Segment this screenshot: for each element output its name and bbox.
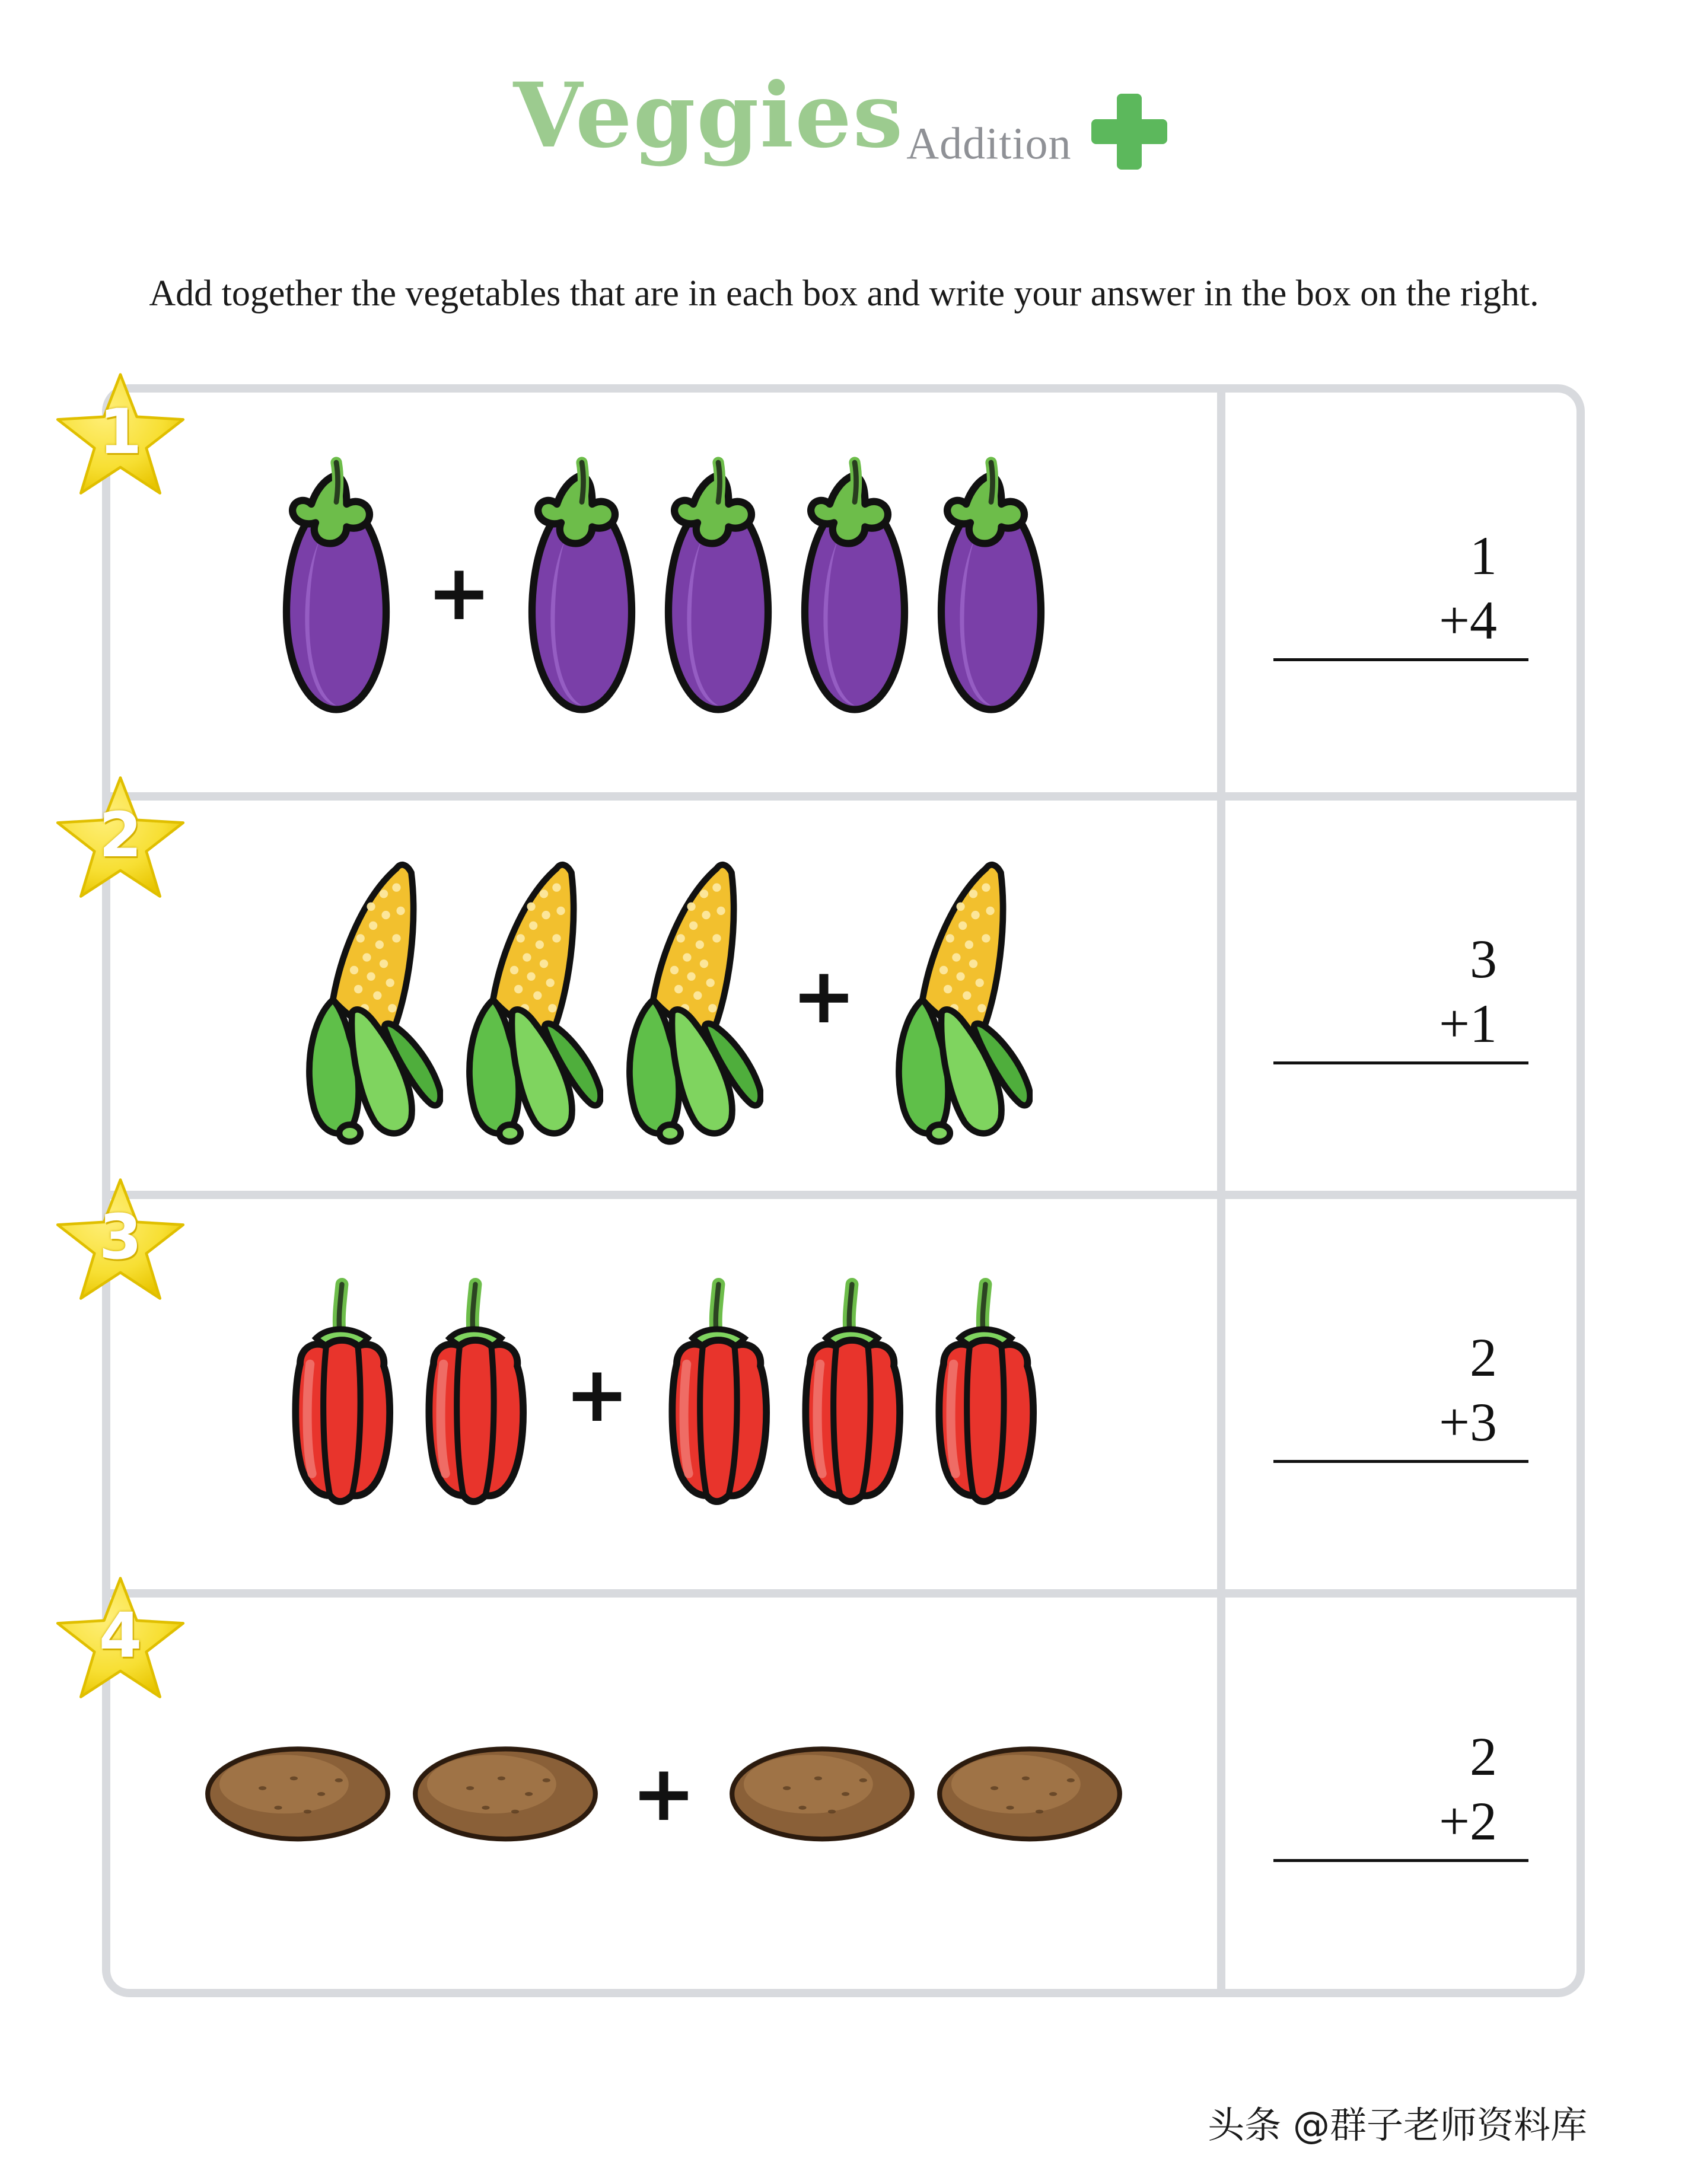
pepper-icon [791, 1268, 913, 1520]
problem-3-veggies [110, 1199, 1225, 1589]
problem-number-badge-3 [52, 1173, 189, 1309]
answer-line [1273, 1460, 1528, 1463]
plus-operator: + [791, 951, 856, 1041]
potato-icon [932, 1733, 1128, 1854]
addend-top: 2 [1470, 1726, 1497, 1787]
corn-icon [884, 840, 1033, 1152]
subtitle-row [906, 109, 1174, 180]
worksheet-header [0, 63, 1688, 180]
veggie-group [268, 455, 1060, 731]
eggplant-icon [656, 455, 781, 731]
potato-icon [724, 1733, 920, 1854]
table-row [110, 1598, 1576, 1989]
problem-1-veggies [110, 393, 1225, 792]
problem-1-answer-box[interactable] [1225, 393, 1576, 792]
eggplant-icon [520, 455, 644, 731]
eggplant-icon [929, 455, 1053, 731]
worksheet-grid [102, 384, 1585, 1997]
potato-icon [200, 1733, 396, 1854]
plus-operator: + [631, 1748, 696, 1838]
addend-bottom: +3 [1439, 1391, 1497, 1452]
problem-4-answer-box[interactable] [1225, 1598, 1576, 1989]
answer-line [1273, 658, 1528, 661]
answer-line [1273, 1061, 1528, 1064]
problem-3-answer-box[interactable] [1225, 1199, 1576, 1589]
problem-number-badge-1 [52, 368, 189, 504]
table-row [110, 393, 1576, 801]
potato-icon [407, 1733, 603, 1854]
pepper-icon [925, 1268, 1046, 1520]
problem-4-veggies [110, 1598, 1225, 1989]
page-subtitle: Addition [906, 119, 1072, 169]
addend-top: 3 [1470, 928, 1497, 989]
badge-number: 3 [98, 1201, 142, 1273]
veggie-group [194, 1733, 1134, 1854]
addend-bottom: +4 [1439, 589, 1497, 651]
addend-bottom: +2 [1439, 1790, 1497, 1851]
table-row [110, 1199, 1576, 1598]
corn-icon [295, 840, 443, 1152]
plus-icon [1085, 95, 1174, 167]
badge-number: 1 [98, 396, 142, 468]
corn-icon [615, 840, 763, 1152]
plus-operator: + [426, 547, 492, 637]
problem-number-badge-2 [52, 771, 189, 907]
problem-number-badge-4 [52, 1571, 189, 1708]
page-title: Veggies [513, 63, 904, 168]
eggplant-icon [792, 455, 917, 731]
table-row [110, 801, 1576, 1199]
pepper-icon [415, 1268, 536, 1520]
footer-watermark: 头条 @群子老师资料库 [1208, 2103, 1587, 2147]
plus-operator: + [565, 1349, 629, 1439]
problem-2-answer-box[interactable] [1225, 801, 1576, 1191]
addend-bottom: +1 [1439, 993, 1497, 1054]
pepper-icon [658, 1268, 779, 1520]
eggplant-icon [274, 455, 399, 731]
veggie-group [289, 840, 1039, 1152]
pepper-icon [281, 1268, 403, 1520]
instructions-text: Add together the vegetables that are in each box and write your answer in the box on the right. [149, 273, 1539, 314]
badge-number: 2 [98, 799, 142, 871]
problem-2-veggies [110, 801, 1225, 1191]
addend-top: 2 [1470, 1327, 1497, 1388]
addend-top: 1 [1470, 525, 1497, 586]
badge-number: 4 [98, 1599, 142, 1672]
corn-icon [455, 840, 603, 1152]
veggie-group [275, 1268, 1052, 1520]
answer-line [1273, 1859, 1528, 1862]
